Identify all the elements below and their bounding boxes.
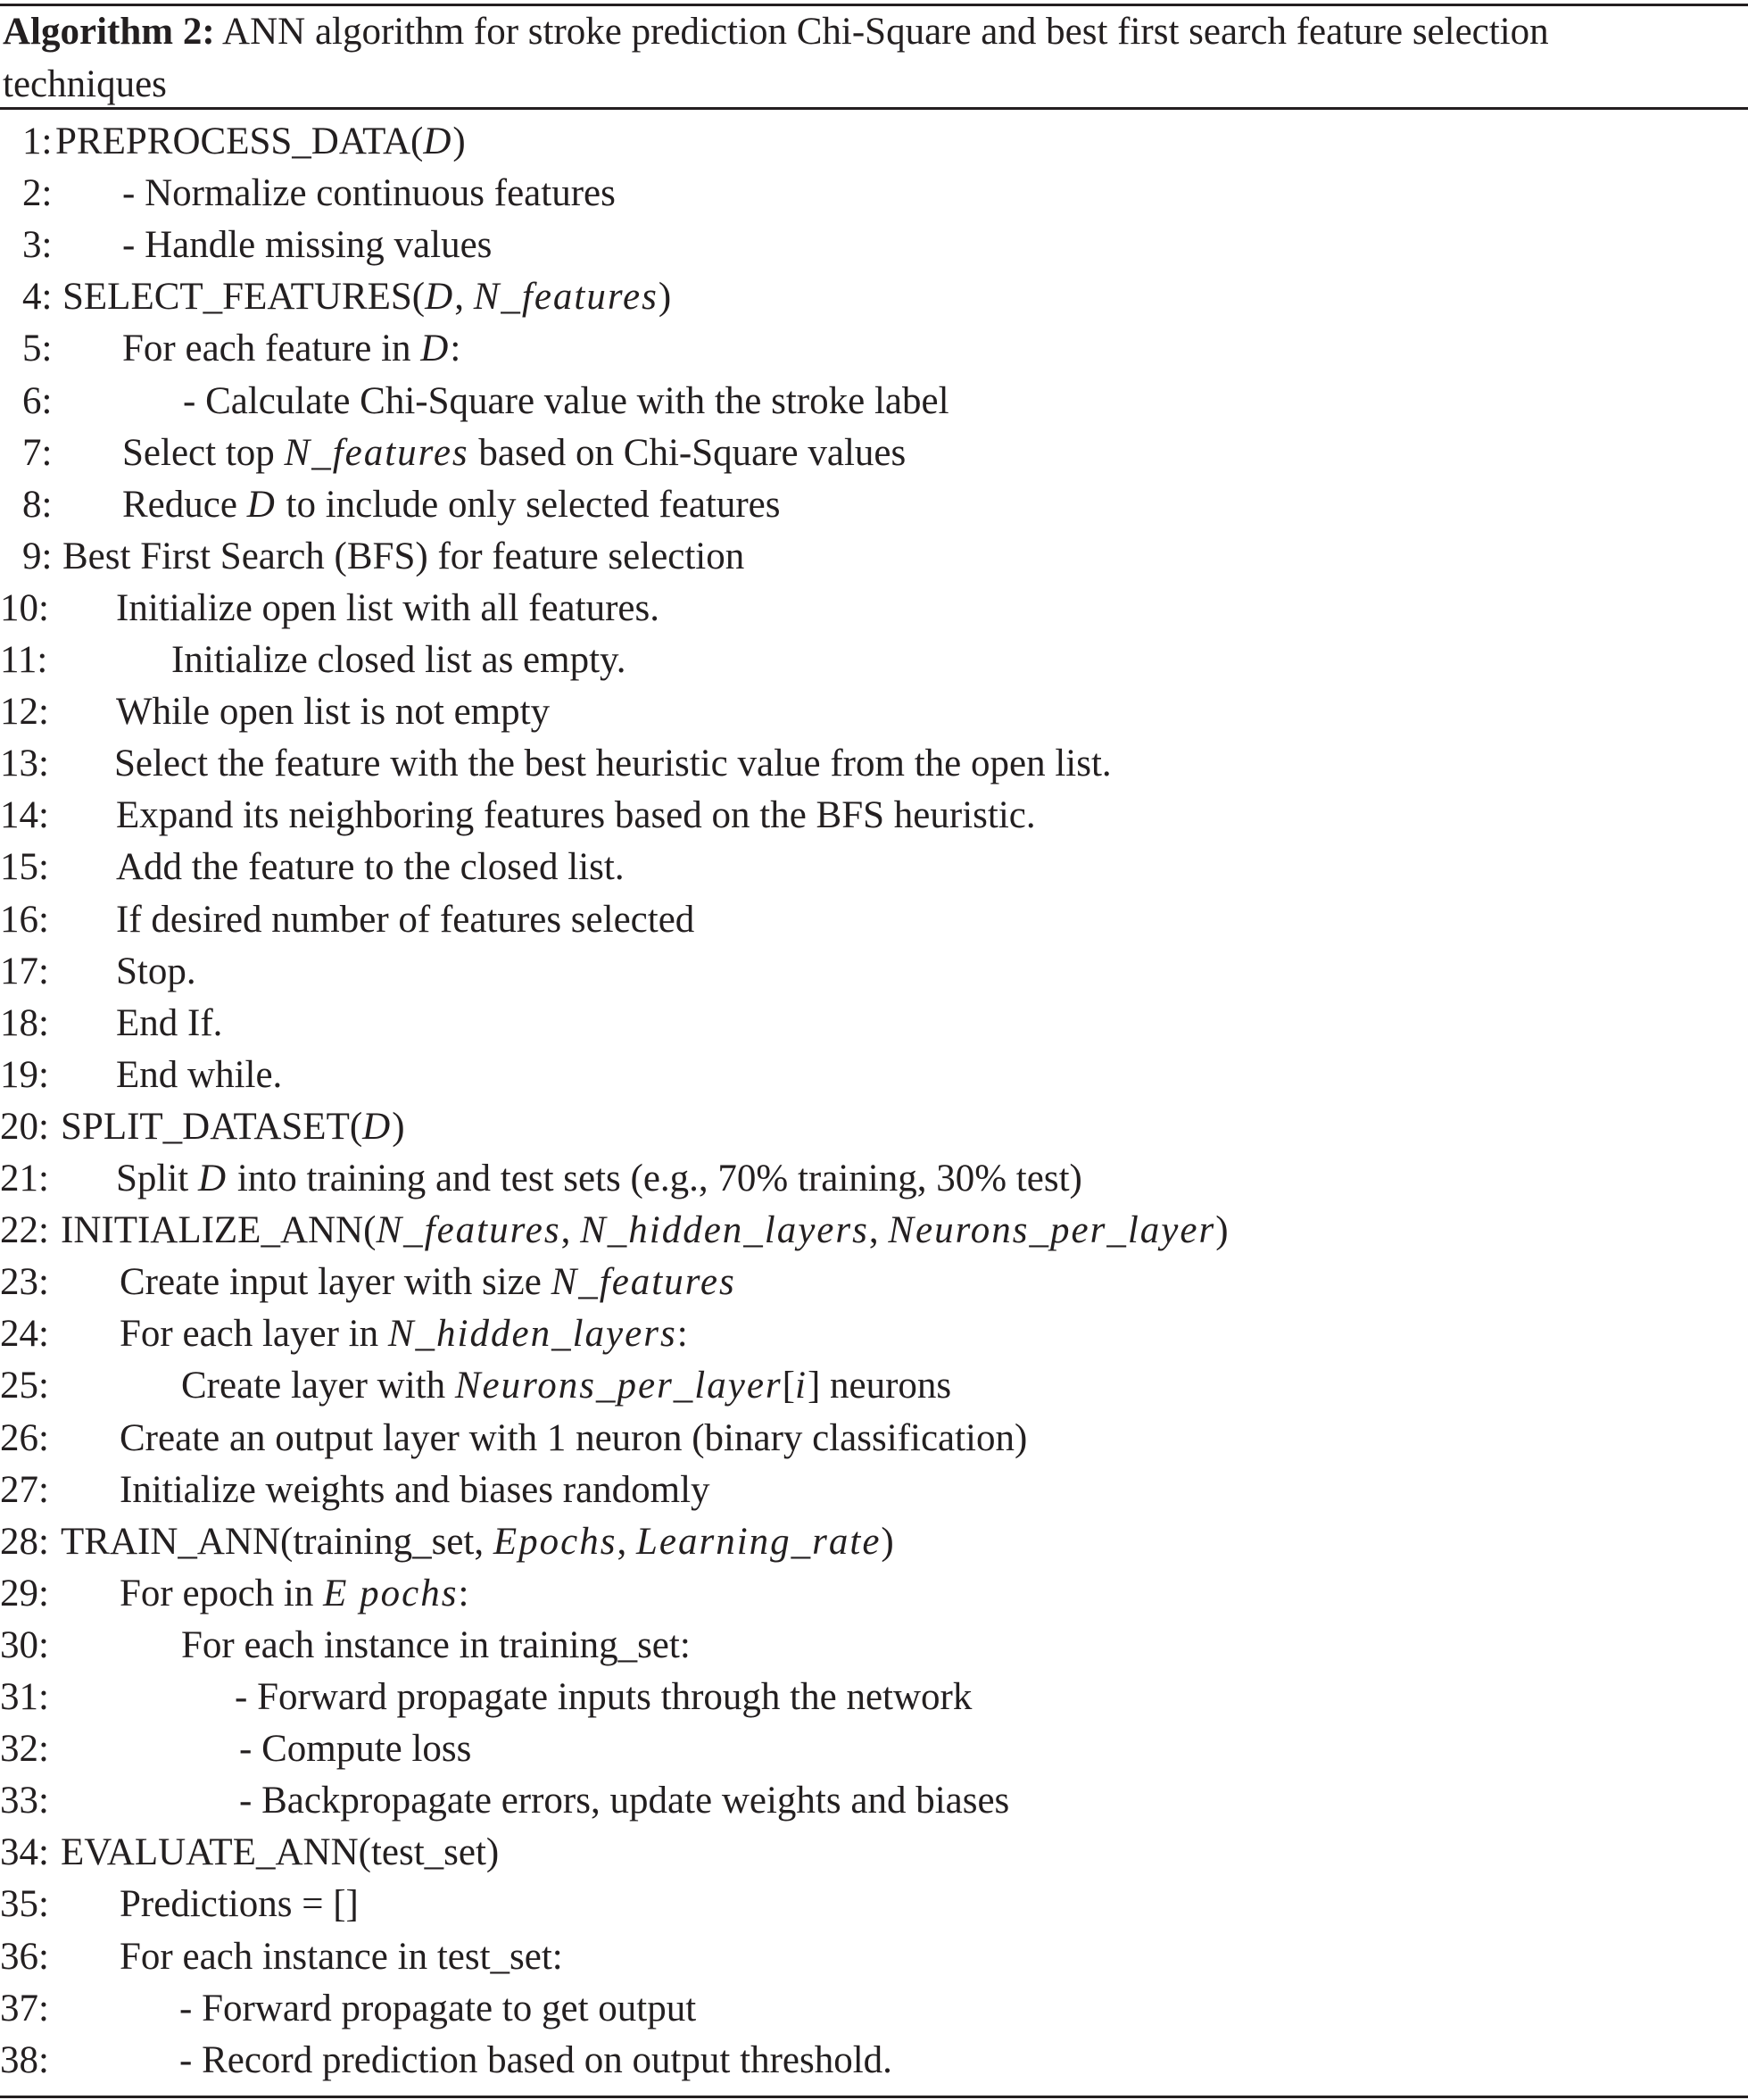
line-text bbox=[116, 894, 694, 946]
line-text bbox=[62, 531, 744, 583]
line-text-segment: TRAIN_ANN(training_set, bbox=[61, 1520, 493, 1563]
line-number: 10: bbox=[0, 586, 49, 629]
line-text-segment: Create input layer with size bbox=[120, 1261, 551, 1304]
line-text-segment: , bbox=[868, 1209, 889, 1252]
line-text bbox=[116, 686, 550, 738]
line-text-segment: Stop. bbox=[116, 950, 196, 992]
line-number: 31: bbox=[0, 1676, 49, 1718]
line-text-segment: Select the feature with the best heuristic value from the open list. bbox=[114, 743, 1112, 785]
line-number: 33: bbox=[0, 1780, 49, 1822]
line-text bbox=[116, 946, 196, 998]
algorithm-label: Algorithm 2: bbox=[3, 11, 215, 53]
math-variable: N_features bbox=[376, 1209, 561, 1252]
line-text bbox=[183, 376, 949, 427]
line-text-segment: ) bbox=[881, 1520, 894, 1563]
line-number: 30: bbox=[0, 1623, 49, 1666]
line-text-segment: Expand its neighboring features based on the BFS heuristic. bbox=[116, 794, 1036, 837]
line-number: 15: bbox=[0, 846, 49, 889]
line-number: 22: bbox=[0, 1209, 49, 1252]
line-text-segment: If desired number of features selected bbox=[116, 898, 695, 941]
line-number: 35: bbox=[0, 1883, 49, 1926]
line-number: 3: bbox=[22, 224, 53, 267]
line-text-segment: , bbox=[560, 1209, 581, 1252]
line-text-segment: Initialize open list with all features. bbox=[116, 586, 659, 629]
line-number: 19: bbox=[0, 1053, 49, 1096]
line-text-segment: [ bbox=[782, 1365, 795, 1407]
line-text bbox=[122, 479, 781, 531]
algorithm-title-continued: techniques bbox=[3, 63, 167, 105]
line-text-segment: While open list is not empty bbox=[116, 691, 551, 734]
line-text bbox=[122, 168, 616, 220]
line-text bbox=[61, 1101, 405, 1153]
line-number: 1: bbox=[22, 120, 53, 162]
line-number: 37: bbox=[0, 1987, 49, 2029]
line-text-segment: ] neurons bbox=[807, 1365, 952, 1407]
math-variable: D bbox=[423, 120, 453, 162]
line-number: 25: bbox=[0, 1365, 49, 1407]
line-number: 5: bbox=[22, 328, 53, 370]
line-text-segment: For each feature in bbox=[122, 328, 421, 370]
line-text bbox=[171, 635, 626, 686]
line-number: 7: bbox=[22, 431, 53, 474]
line-text bbox=[120, 1257, 736, 1308]
line-text bbox=[120, 1931, 563, 1983]
line-text-segment: SELECT_FEATURES( bbox=[62, 276, 426, 319]
line-text-segment: - Calculate Chi-Square value with the stroke label bbox=[183, 379, 949, 422]
line-text-segment: - Handle missing values bbox=[122, 224, 493, 267]
line-text-segment: ) bbox=[658, 276, 672, 319]
line-number: 27: bbox=[0, 1468, 49, 1511]
line-number: 34: bbox=[0, 1831, 49, 1874]
math-variable: D bbox=[425, 276, 455, 319]
line-text bbox=[61, 1827, 499, 1879]
math-variable: i bbox=[794, 1365, 808, 1407]
line-text bbox=[179, 1983, 696, 2035]
line-number: 12: bbox=[0, 691, 49, 734]
line-text bbox=[122, 323, 460, 375]
line-text bbox=[116, 1050, 282, 1101]
line-text bbox=[61, 1205, 1229, 1257]
line-number: 32: bbox=[0, 1728, 49, 1771]
line-number: 4: bbox=[22, 276, 53, 319]
math-variable: D bbox=[362, 1105, 393, 1148]
line-text-segment: based on Chi-Square values bbox=[468, 431, 907, 474]
line-text bbox=[116, 842, 625, 893]
line-text-segment: Create an output layer with 1 neuron (binary classification) bbox=[120, 1416, 1028, 1459]
line-text bbox=[239, 1723, 471, 1775]
line-text bbox=[62, 271, 671, 323]
line-text-segment: Add the feature to the closed list. bbox=[116, 846, 625, 889]
line-text-segment: Best First Search (BFS) for feature selection bbox=[62, 535, 745, 577]
line-text-segment: Split bbox=[116, 1158, 199, 1199]
line-number: 8: bbox=[22, 483, 53, 526]
line-text-segment: : bbox=[676, 1313, 688, 1356]
line-text-segment: : bbox=[450, 328, 461, 370]
line-text-segment: to include only selected features bbox=[276, 483, 781, 526]
math-variable: Neurons_per_layer bbox=[888, 1209, 1216, 1252]
math-variable: N_features bbox=[473, 276, 659, 319]
line-number: 6: bbox=[22, 379, 53, 422]
line-number: 29: bbox=[0, 1572, 49, 1614]
line-text bbox=[179, 2035, 892, 2087]
algorithm-caption bbox=[3, 5, 1734, 111]
line-text-segment: - Normalize continuous features bbox=[122, 172, 616, 215]
line-text bbox=[120, 1413, 1027, 1465]
math-variable: N_features bbox=[551, 1261, 736, 1304]
line-text-segment: End while. bbox=[116, 1053, 283, 1096]
line-text-segment: For epoch in bbox=[120, 1572, 324, 1614]
line-text-segment: PREPROCESS_DATA( bbox=[55, 120, 424, 162]
line-number: 28: bbox=[0, 1520, 49, 1563]
line-text-segment: For each layer in bbox=[120, 1313, 388, 1356]
math-variable: Learning_rate bbox=[635, 1520, 882, 1563]
math-variable: N_features bbox=[284, 431, 469, 474]
line-text-segment: Create layer with bbox=[181, 1365, 455, 1407]
math-variable: E pochs bbox=[323, 1572, 459, 1614]
line-text-segment: ) bbox=[1215, 1209, 1229, 1252]
line-number: 11: bbox=[0, 639, 48, 681]
line-number: 36: bbox=[0, 1935, 49, 1978]
math-variable: D bbox=[420, 328, 451, 370]
line-number: 24: bbox=[0, 1313, 49, 1356]
line-number: 9: bbox=[22, 535, 53, 577]
line-text bbox=[116, 790, 1036, 842]
line-text-segment: Reduce bbox=[122, 483, 247, 526]
line-text-segment: Initialize weights and biases randomly bbox=[120, 1468, 710, 1511]
line-text bbox=[120, 1308, 688, 1360]
line-text-segment: For each instance in training_set: bbox=[181, 1623, 691, 1666]
line-text-segment: - Record prediction based on output threshold. bbox=[179, 2038, 892, 2081]
line-number: 20: bbox=[0, 1105, 49, 1148]
line-text bbox=[181, 1620, 691, 1672]
algorithm-title: ANN algorithm for stroke prediction Chi-Square and best first search feature selection bbox=[222, 11, 1549, 53]
line-text-segment: Initialize closed list as empty. bbox=[171, 639, 626, 681]
line-text bbox=[122, 220, 492, 271]
line-text-segment: ) bbox=[392, 1105, 405, 1148]
line-text-segment: For each instance in test_set: bbox=[120, 1935, 563, 1978]
line-number: 23: bbox=[0, 1261, 49, 1304]
line-number: 2: bbox=[22, 172, 53, 215]
line-text bbox=[55, 116, 466, 168]
line-text-segment: - Compute loss bbox=[239, 1728, 472, 1771]
line-text bbox=[120, 1465, 710, 1516]
line-text bbox=[181, 1360, 951, 1412]
line-text bbox=[116, 998, 222, 1050]
line-number: 21: bbox=[0, 1158, 49, 1199]
line-text-segment: End If. bbox=[116, 1001, 223, 1044]
line-number: 16: bbox=[0, 898, 49, 941]
bottom-rule bbox=[0, 2096, 1748, 2098]
line-number: 38: bbox=[0, 2038, 49, 2081]
line-text-segment: into training and test sets (e.g., 70% training, 30% test) bbox=[228, 1158, 1082, 1199]
math-variable: Epochs bbox=[493, 1520, 617, 1563]
line-number: 13: bbox=[0, 743, 49, 785]
line-text bbox=[114, 738, 1112, 790]
line-text bbox=[61, 1516, 894, 1568]
line-text-segment: , bbox=[454, 276, 474, 319]
line-text bbox=[239, 1775, 1009, 1827]
line-text-segment: EVALUATE_ANN(test_set) bbox=[61, 1831, 500, 1874]
line-text-segment: - Forward propagate inputs through the network bbox=[235, 1676, 973, 1718]
line-number: 26: bbox=[0, 1416, 49, 1459]
line-text-segment: INITIALIZE_ANN( bbox=[61, 1209, 377, 1252]
line-text-segment: : bbox=[458, 1572, 469, 1614]
line-text-segment: - Backpropagate errors, update weights and biases bbox=[239, 1780, 1010, 1822]
line-text bbox=[116, 1153, 1082, 1205]
line-number: 18: bbox=[0, 1001, 49, 1044]
line-text bbox=[235, 1672, 972, 1723]
math-variable: N_hidden_layers bbox=[580, 1209, 869, 1252]
line-number: 17: bbox=[0, 950, 49, 992]
header-rule bbox=[0, 107, 1748, 110]
line-text-segment: Select top bbox=[122, 431, 285, 474]
line-text-segment: Predictions = [] bbox=[120, 1883, 359, 1926]
line-text bbox=[116, 583, 659, 635]
math-variable: D bbox=[246, 483, 277, 526]
line-text bbox=[120, 1568, 468, 1620]
line-text-segment: SPLIT_DATASET( bbox=[61, 1105, 363, 1148]
line-text-segment: - Forward propagate to get output bbox=[179, 1987, 697, 2029]
line-text bbox=[120, 1879, 359, 1930]
line-text bbox=[122, 427, 906, 479]
line-text-segment: ) bbox=[452, 120, 466, 162]
math-variable: N_hidden_layers bbox=[387, 1313, 677, 1356]
math-variable: Neurons_per_layer bbox=[454, 1365, 783, 1407]
line-number: 14: bbox=[0, 794, 49, 837]
math-variable: D bbox=[198, 1158, 228, 1199]
line-text-segment: , bbox=[617, 1520, 636, 1563]
